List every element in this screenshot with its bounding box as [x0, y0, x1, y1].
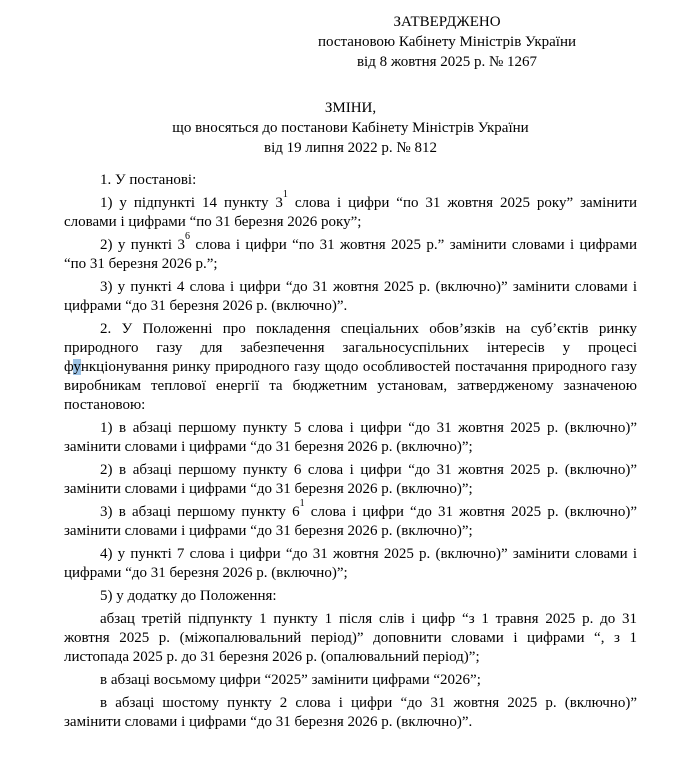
text-run: 3) у пункті 4 слова і цифри “до 31 жовтня 2025 р. (включно)” замінити словами і цифрами “до 31 березня 2026 р. (включно)”.	[64, 279, 637, 314]
paragraph	[64, 671, 637, 690]
text-run: в абзаці шостому пункту 2 слова і цифри “до 31 жовтня 2025 р. (включно)” замінити словами і цифрами “до 31 березня 2026 р. (включно)”.	[64, 695, 637, 730]
text-run: нкціонування ринку природного газу щодо особливостей постачання природного газу виробникам теплової енергії та бюджетним установам, затвердженому зазначеною постановою:	[64, 359, 637, 413]
paragraph	[64, 587, 637, 606]
approval-line-date-number: від 8 жовтня 2025 р. № 1267	[356, 54, 538, 70]
document-subtitle-date: від 19 липня 2022 р. № 812	[264, 140, 437, 156]
paragraph	[64, 419, 637, 457]
text-run: 2. У Положенні про покладення спеціальних обов’язків на суб’єктів ринку природного газу для забезпечення загальносуспільних інтересів у процесі ф	[64, 321, 637, 375]
text-run: слова і цифри “по 31 жовтня 2025 року” замінити словами і цифрами “по 31 березня 2026 року”;	[64, 195, 637, 230]
document-body	[64, 171, 637, 732]
text-run: 1. У постанові:	[100, 172, 197, 188]
text-run: абзац третій підпункту 1 пункту 1 після слів і цифр “з 1 травня 2025 р. до 31 жовтня 2025 р. (міжопалювальний період)” доповнити словами і цифрами “, з 1 листопада 2025 р. до 31 березня 2026 р. (опалювальний період)”;	[64, 611, 637, 665]
paragraph	[64, 461, 637, 499]
document-subtitle: що вносяться до постанови Кабінету Міністрів України	[172, 120, 529, 136]
text-run: 1) в абзаці першому пункту 5 слова і цифри “до 31 жовтня 2025 р. (включно)” замінити словами і цифрами “до 31 березня 2026 р. (включно)”;	[64, 420, 637, 455]
document-title: ЗМІНИ,	[324, 100, 377, 116]
search-highlight: у	[73, 359, 81, 375]
document-title-block	[64, 98, 637, 158]
paragraph	[64, 171, 637, 190]
paragraph	[64, 278, 637, 316]
paragraph	[64, 320, 637, 415]
text-run: 5) у додатку до Положення:	[100, 588, 277, 604]
paragraph	[64, 694, 637, 732]
paragraph	[64, 230, 637, 274]
paragraph	[64, 497, 637, 541]
superscript-text: 1	[299, 497, 305, 509]
approval-line-authority: постановою Кабінету Міністрів України	[317, 34, 577, 50]
text-run: слова і цифри “по 31 жовтня 2025 р.” замінити словами і цифрами “по 31 березня 2026 р.”;	[64, 237, 637, 272]
paragraph	[64, 188, 637, 232]
superscript-text: 6	[184, 230, 190, 242]
text-run: в абзаці восьмому цифри “2025” замінити цифрами “2026”;	[100, 672, 481, 688]
text-run: слова і цифри “до 31 жовтня 2025 р. (включно)” замінити словами і цифрами “до 31 березня 2026 р. (включно)”;	[64, 504, 637, 539]
text-run: 3) в абзаці першому пункту 6	[100, 504, 300, 520]
superscript-text: 1	[282, 188, 288, 200]
paragraph	[64, 610, 637, 667]
approval-line-approved: ЗАТВЕРДЖЕНО	[393, 14, 501, 30]
approval-block	[291, 12, 603, 72]
text-run: 1) у підпункті 14 пункту 3	[100, 195, 283, 211]
paragraph	[64, 545, 637, 583]
text-run: 4) у пункті 7 слова і цифри “до 31 жовтня 2025 р. (включно)” замінити словами і цифрами “до 31 березня 2026 р. (включно)”;	[64, 546, 637, 581]
text-run: 2) у пункті 3	[100, 237, 185, 253]
text-run: 2) в абзаці першому пункту 6 слова і цифри “до 31 жовтня 2025 р. (включно)” замінити словами і цифрами “до 31 березня 2026 р. (включно)”;	[64, 462, 637, 497]
